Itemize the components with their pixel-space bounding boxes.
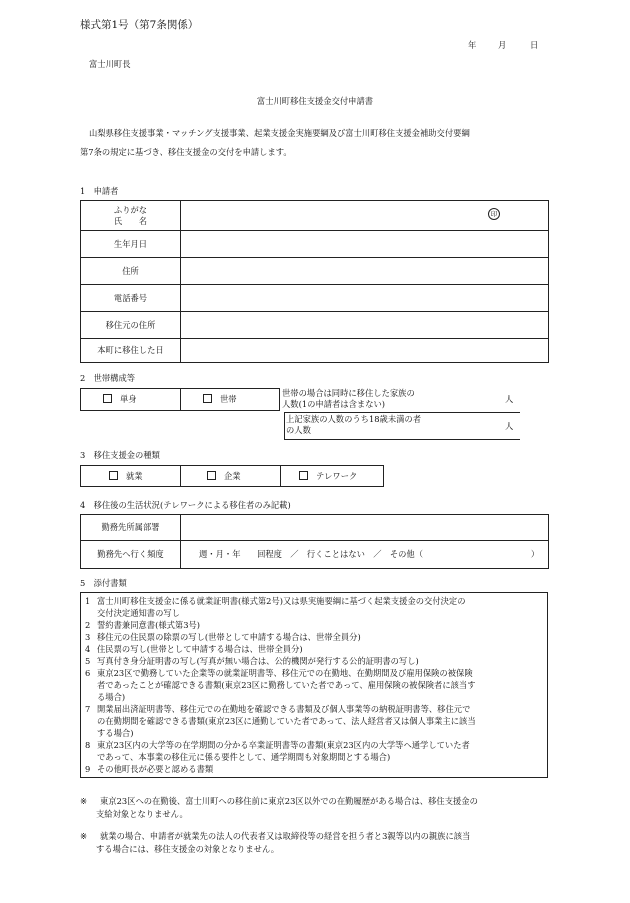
form-number: 様式第1号（第7条関係） (80, 19, 199, 31)
attachment-item: 5 写真付き身分証明書の写し(写真が無い場合は、公的機関が発行する公的証明書の写し) (85, 656, 419, 666)
household-checkbox[interactable] (203, 394, 212, 403)
entrepreneur-option[interactable]: 企業 (207, 471, 241, 482)
attachment-item: 1 富士川町移住支援金に係る就業証明書(様式第2号)又は県実施要綱に基づく起業支援金の交付決定の 交付決定通知書の写し (85, 596, 466, 618)
date-day-label: 日 (530, 40, 539, 50)
dept-label: 勤務先所属部署 (81, 515, 181, 541)
employment-option[interactable]: 就業 (109, 471, 143, 482)
birthdate-label: 生年月日 (81, 231, 181, 258)
attachments-box (80, 592, 548, 778)
applicant-table (80, 200, 549, 363)
frequency-label: 勤務先へ行く頻度 (81, 541, 181, 569)
prev-address-input-cell[interactable] (181, 312, 549, 339)
phone-input-cell[interactable] (181, 285, 549, 312)
page-title: 富士川町移住支援金交付申請書 (256, 96, 374, 106)
address-input-cell[interactable] (181, 258, 549, 285)
seal-mark: 印 (488, 208, 500, 220)
entrepreneur-checkbox[interactable] (207, 471, 216, 480)
under18-unit: 人 (505, 421, 514, 431)
move-date-input-cell[interactable] (181, 339, 549, 363)
household-type-box (80, 388, 280, 411)
furigana-label: ふりがな (113, 204, 148, 215)
employment-checkbox[interactable] (109, 471, 118, 480)
name-label: 氏 名 (113, 215, 148, 226)
note-1: ※ 東京23区への在勤後、富士川町への移住前に東京23区以外での在勤履歴がある場合は、移住支援金の 支給対象となりません。 (80, 796, 478, 819)
frequency-options[interactable]: 週・月・年 回程度 ／ 行くことはない ／ その他（ ） (181, 541, 549, 569)
name-input-cell[interactable] (181, 201, 549, 231)
section1-heading: 1 申請者 (80, 186, 119, 196)
intro-line-2: 第7条の規定に基づき、移住支援金の交付を申請します。 (80, 147, 292, 157)
household-option[interactable]: 世帯 (203, 394, 237, 405)
intro-line-1: 山梨県移住支援事業・マッチング支援事業、起業支援金実施要綱及び富士川町移住支援金補助交付要綱 (89, 128, 470, 138)
attachment-item: 4 住民票の写し(世帯として申請する場合は、世帯全員分) (85, 644, 303, 654)
prev-address-label: 移住元の住所 (81, 312, 181, 339)
addressee: 富士川町長 (89, 59, 131, 69)
under18-count-label: 上記家族の人数のうち18歳未満の者 の人数 (286, 414, 422, 435)
single-checkbox[interactable] (103, 394, 112, 403)
dept-input-cell[interactable] (181, 515, 549, 541)
note-2: ※ 就業の場合、申請者が就業先の法人の代表者又は取締役等の経営を担う者と3親等以内の親族に該当 する場合には、移住支援金の対象となりません。 (80, 831, 471, 854)
date-year-label: 年 (468, 40, 477, 50)
attachment-item: 2 誓約書兼同意書(様式第3号) (85, 620, 201, 630)
members-unit: 人 (505, 394, 514, 404)
telework-status-table (80, 514, 549, 569)
attachment-item: 3 移住元の住民票の除票の写し(世帯として申請する場合は、世帯全員分) (85, 632, 361, 642)
support-type-box (80, 465, 384, 487)
section4-heading: 4 移住後の生活状況(テレワークによる移住者のみ記載) (80, 500, 291, 510)
telework-option[interactable]: テレワーク (299, 471, 357, 482)
attachment-item: 6 東京23区で勤務していた企業等の就業証明書等、移住元での在勤地、在勤期間及び雇用保険の被保険 者であったことが確認できる書類(東京23区に勤務していた者であって、雇用保険の被保険者に該当す る場合) (85, 668, 476, 702)
section5-heading: 5 添付書類 (80, 578, 127, 588)
address-label: 住所 (81, 258, 181, 285)
phone-label: 電話番号 (81, 285, 181, 312)
attachment-item: 8 東京23区内の大学等の在学期間の分かる卒業証明書等の書類(東京23区内の大学等へ通学していた者 であって、本事業の移住元に係る要件として、通学期間も対象期間とする場合) (85, 740, 470, 762)
section2-heading: 2 世帯構成等 (80, 373, 136, 383)
section3-heading: 3 移住支援金の種類 (80, 450, 160, 460)
birthdate-input-cell[interactable] (181, 231, 549, 258)
single-option[interactable]: 単身 (103, 394, 137, 405)
date-month-label: 月 (498, 40, 507, 50)
move-date-label: 本町に移住した日 (81, 339, 181, 363)
attachment-item: 7 開業届出済証明書等、移住元での在勤地を確認できる書類及び個人事業等の納税証明書等、移住元で の在勤期間を確認できる書類(東京23区に通勤していた者であって、法人経営者又は個人事業主に該当 する場合) (85, 704, 476, 738)
members-count-label: 世帯の場合は同時に移住した家族の 人数(1の申請者は含まない) (282, 388, 415, 409)
attachment-item: 9 その他町長が必要と認める書類 (85, 764, 214, 774)
name-label-cell (81, 201, 181, 231)
telework-checkbox[interactable] (299, 471, 308, 480)
